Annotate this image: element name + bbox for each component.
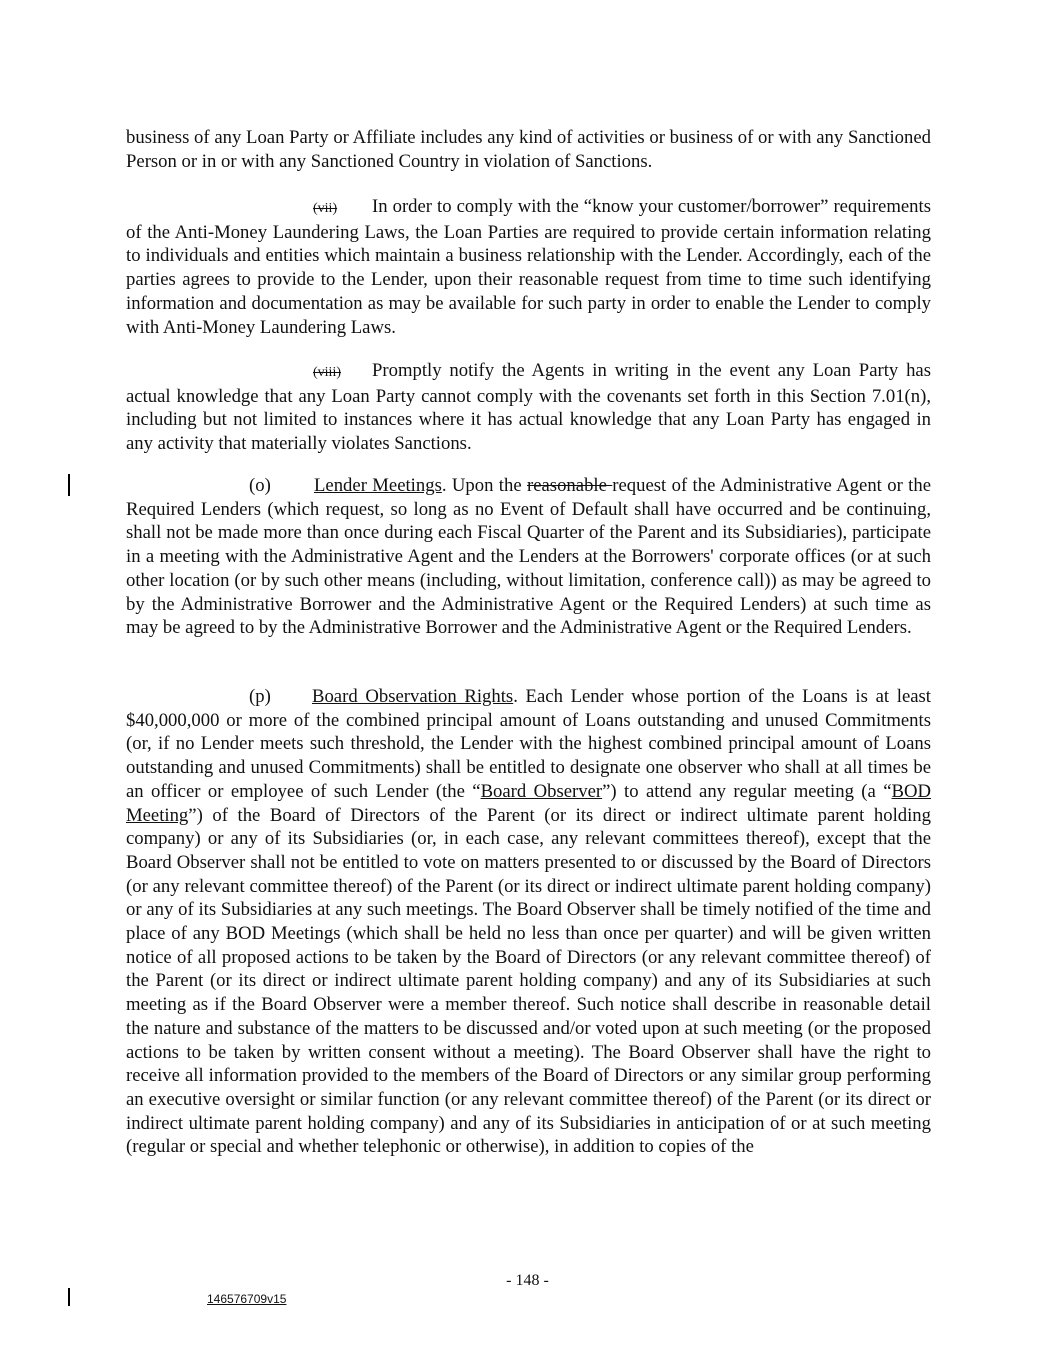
clause-marker-p: (p) [249, 686, 271, 707]
section-o-text-b: request of the Administrative Agent or the Required Lenders (which request, so long as no Event of Default shall have occurred and be continuing, shall not be made more than once during each Fiscal Quarter of the Parent and its Subsidiaries), participate in a meeting with the Administrative Agent and the Lenders at the Borrowers' corporate offices (or at such other location (or by such other means (including, without limitation, conference call)) as may be agreed to by the Administrative Borrower and the Administrative Agent or the Required Lenders) at such time as may be agreed to by the Administrative Borrower and the Administrative Agent or the Required Lenders. [126, 475, 931, 639]
section-o-heading: Lender Meetings [314, 475, 442, 496]
clause-marker-vii: (vii) [313, 201, 338, 216]
section-p-text-b: ”) to attend any regular meeting (a “ [602, 780, 892, 802]
defined-term-board-observer: Board Observer [480, 780, 603, 802]
defined-term-bod-meeting: BOD Meeting [126, 780, 931, 826]
section-p-text-c: ”) of the Board of Directors of the Parent (or its direct or indirect ultimate parent holding company) or any of its Subsidiaries (or, in each case, any relevant committees thereof), except that the Board Observer shall not be entitled to vote on matters presented to or discussed by the Board of Directors (or any relevant committee thereof) of the Parent (or its direct or indirect ultimate parent holding company) or any of its Subsidiaries at any such meetings. The Board Observer shall be timely notified of the time and place of any BOD Meetings (which shall be held no less than once per quarter) and will be given written notice of all proposed actions to be taken by the Board of Directors (or any relevant committee thereof) of the Parent (or its direct or indirect ultimate parent holding company) and any of its Subsidiaries at such meeting as if the Board Observer were a member thereof. Such notice shall describe in reasonable detail the nature and substance of the matters to be discussed and/or voted upon at such meeting (or the proposed actions to be taken by written consent without a meeting). The Board Observer shall have the right to receive all information provided to the members of the Board of Directors or any similar group performing an executive oversight or similar function (or any relevant committee thereof) of the Parent (or its direct or indirect ultimate parent holding company) and any of its Subsidiaries in anticipation of or at such meeting (regular or special and whether telephonic or otherwise), in addition to copies of the [126, 804, 931, 1158]
page-number: - 148 - [506, 1272, 549, 1289]
paragraph-viii [126, 359, 931, 456]
change-bar-lender-meetings [68, 474, 70, 496]
paragraph-continuation: business of any Loan Party or Affiliate includes any kind of activities or business of or with any Sanctioned Person or in or with any Sanctioned Country in violation of Sanctions. [126, 127, 931, 172]
section-p-board-observation-rights [126, 685, 931, 1159]
clause-marker-o: (o) [249, 475, 271, 496]
clause-marker-viii: (viii) [313, 365, 341, 380]
section-p-text-a: . Each Lender whose portion of the Loans is at least $40,000,000 or more of the combined principal amount of Loans outstanding and unused Commitments (or, if no Lender meets such threshold, the Lender with the highest combined principal amount of Loans outstanding and unused Commitments) shall be entitled to designate one observer who shall at all times be an officer or employee of such Lender (the “ [126, 686, 931, 802]
section-o-lender-meetings [126, 474, 931, 640]
section-o-text-a: . Upon the [441, 475, 527, 496]
struck-word-reasonable: reasonable [527, 475, 613, 496]
paragraph-vii-text: In order to comply with the “know your customer/borrower” requirements of the Anti-Money Laundering Laws, the Loan Parties are required to provide certain information relating to individuals and entities which maintain a business relationship with the Lender. Accordingly, each of the parties agrees to provide to the Lender, upon their reasonable request from time to time such identifying information and documentation as may be available for such party in order to enable the Lender to comply with Anti-Money Laundering Laws. [126, 196, 931, 338]
document-id: 146576709v15 [207, 1292, 287, 1306]
paragraph-vii [126, 195, 931, 339]
section-p-heading: Board Observation Rights [312, 686, 514, 707]
paragraph-viii-text: Promptly notify the Agents in writing in the event any Loan Party has actual knowledge that any Loan Party cannot comply with the covenants set forth in this Section 7.01(n), including but not limited to instances where it has actual knowledge that any Loan Party has engaged in any activity that materially violates Sanctions. [126, 360, 931, 455]
